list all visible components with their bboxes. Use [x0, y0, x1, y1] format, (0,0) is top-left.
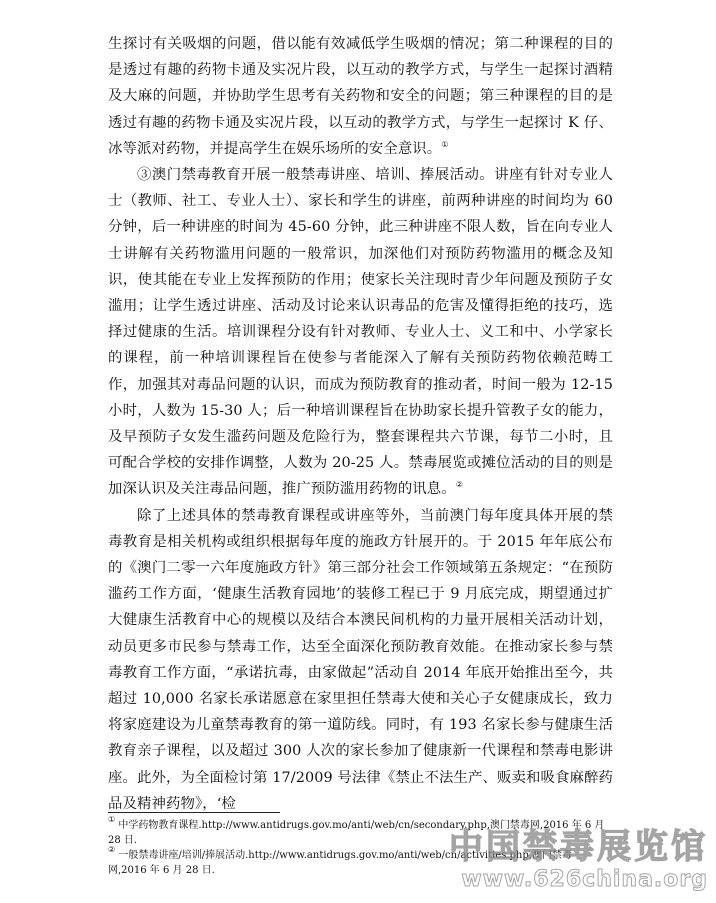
body-text: [108, 31, 613, 817]
footnote-1: [108, 815, 608, 848]
watermark-url: www.626china.org: [461, 867, 708, 892]
paragraph-2: [108, 162, 613, 503]
footnote-ref-1[interactable]: ①: [441, 139, 449, 149]
footnote-mark-1: ①: [108, 815, 116, 824]
watermark-title: 中国禁毒展览馆: [449, 827, 708, 867]
footnote-2: [108, 845, 608, 878]
paragraph-1-text: 生探讨有关吸烟的问题，借以能有效减低学生吸烟的情况；第二种课程的目的是透过有趣的药物卡通及实况片段，以互动的教学方式，与学生一起探讨酒精及大麻的问题，并协助学生思考有关药物和安全的问题；第三种课程的目的是透过有趣的药物卡通及实况片段，以互动的教学方式，与学生一起探讨 K 仔、冰等派对药物，并提高学生在娱乐场所的安全意识。: [108, 36, 613, 157]
paragraph-1: [108, 31, 613, 162]
footnote-ref-2[interactable]: ②: [455, 480, 464, 490]
paragraph-2-text: ③澳门禁毒教育开展一般禁毒讲座、培训、捧展活动。讲座有针对专业人士（教师、社工、专业人士）、家长和学生的讲座，前两种讲座的时间均为 60 分钟，后一种讲座的时间为 45-60 分钟，此三种讲座不限人数，旨在向专业人士讲解有关药物滥用问题的一般常识，加深他们对预防药物滥用的概念及知识，使其能在专业上发挥预防的作用；使家长关注现时青少年问题及预防子女滥用；让学生透过讲座、活动及讨论来认识毒品的危害及懂得拒绝的技巧，选择过健康的生活。培训课程分设有针对教师、专业人士、义工和中、小学家长的课程，前一种培训课程旨在使参与者能深入了解有关预防药物依赖范畴工作，加强其对毒品问题的认识，而成为预防教育的推动者，时间一般为 12-15 小时，人数为 15-30 人；后一种培训课程旨在协助家长提升管教子女的能力，及早预防子女发生滥药问题及危险行为，整套课程共六节课，每节二小时，且可配合学校的安排作调整，人数为 20-25 人。禁毒展览或摊位活动的目的则是加深认识及关注毒品问题，推广预防滥用药物的讯息。: [108, 167, 613, 498]
footnotes: [108, 815, 608, 878]
paragraph-3: 除了上述具体的禁毒教育课程或讲座等外，当前澳门每年度具体开展的禁毒教育是相关机构或组织根据每年度的施政方针展开的。于 2015 年年底公布的《澳门二零一六年度施政方针》第三部分社会工作领域第五条规定：“在预防滥药工作方面，‘健康生活教育园地’的装修工程已于 9 月底完成，期望通过扩大健康生活教育中心的规模以及结合本澳民间机构的力量开展相关活动计划，动员更多市民参与禁毒工作，达至全面深化预防教育效能。在推动家长参与禁毒教育工作方面，“承诺抗毒，由家做起”活动自 2014 年底开始推出至今，共超过 10,000 名家长承诺愿意在家里担任禁毒大使和关心子女健康成长，致力将家庭建设为儿童禁毒教育的第一道防线。同时，有 193 名家长参与健康生活教育亲子课程，以及超过 300 人次的家长参加了健康新一代课程和禁毒电影讲座。此外，为全面检讨第 17/2009 号法律《禁止不法生产、贩卖和吸食麻醉药品及精神药物》，‘检: [108, 507, 613, 812]
footnote-divider: [108, 812, 280, 813]
footnote-mark-2: ②: [108, 845, 116, 854]
footnote-1-text: 中学药物教育课程.http://www.antidrugs.gov.mo/anti/web/cn/secondary.php,澳门禁毒网,2016 年 6 月 28 日.: [108, 820, 605, 846]
footnote-2-text: 一般禁毒讲座/培训/捧展活动.http://www.antidrugs.gov.mo/anti/web/cn/activities.php,澳门禁毒网,2016 年 6 月 28 日.: [108, 850, 572, 876]
